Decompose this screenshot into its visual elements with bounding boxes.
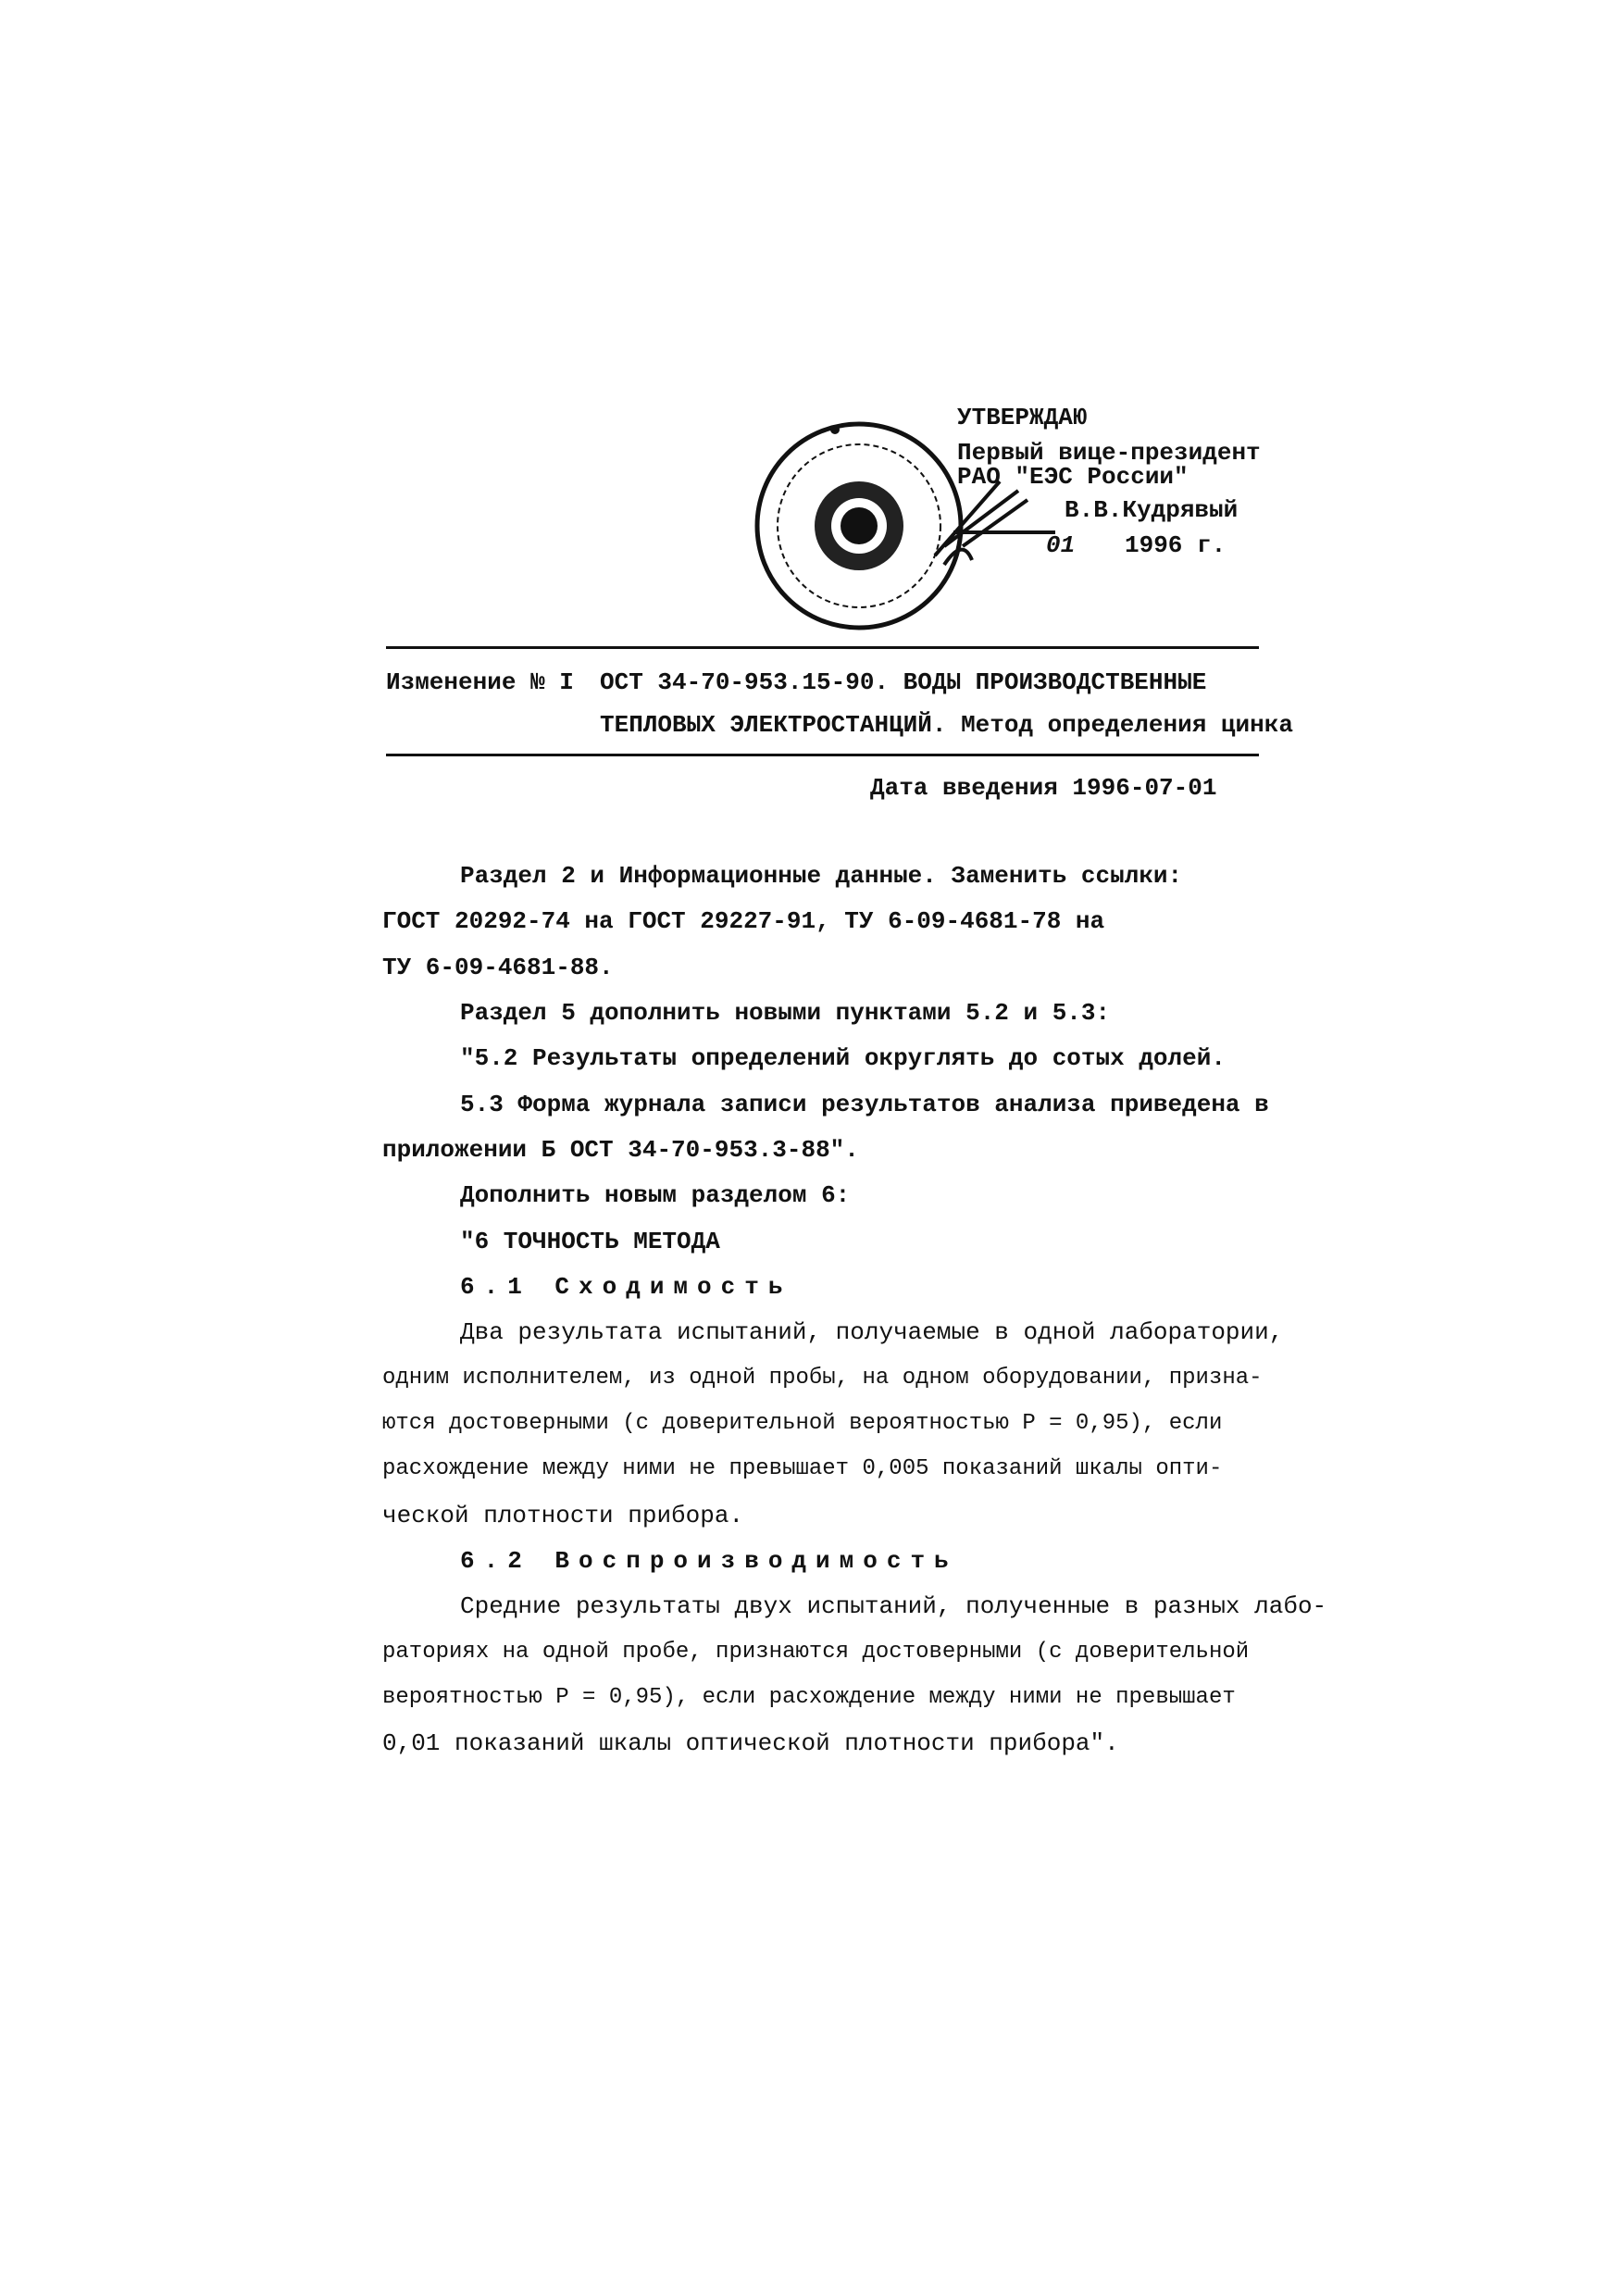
paragraph-line: Раздел 5 дополнить новыми пунктами 5.2 и 5.3: bbox=[460, 999, 1111, 1027]
approval-signer: В.В.Кудрявый bbox=[1065, 496, 1239, 524]
approval-organization: РАО "ЕЭС России" bbox=[957, 463, 1189, 491]
section-heading: "6 ТОЧНОСТЬ МЕТОДА bbox=[460, 1228, 720, 1255]
divider-bottom bbox=[386, 754, 1259, 756]
subsection-heading: 6.1 Сходимость bbox=[460, 1273, 792, 1301]
subsection-heading: 6.2 Воспроизводимость bbox=[460, 1547, 958, 1575]
document-title-line1: ОСТ 34-70-953.15-90. ВОДЫ ПРОИЗВОДСТВЕННЫЕ bbox=[600, 668, 1207, 696]
paragraph-line: Дополнить новым разделом 6: bbox=[460, 1181, 851, 1209]
paragraph-line: ГОСТ 20292-74 на ГОСТ 29227-91, ТУ 6-09-4681-78 на bbox=[382, 907, 1105, 935]
paragraph-line: ТУ 6-09-4681-88. bbox=[382, 954, 614, 981]
paragraph-line: 0,01 показаний шкалы оптической плотности прибора". bbox=[382, 1729, 1119, 1757]
approval-date-handwritten: 01 bbox=[1046, 531, 1076, 559]
paragraph-line: расхождение между ними не превышает 0,005 показаний шкалы опти- bbox=[382, 1456, 1223, 1481]
divider-top bbox=[386, 646, 1259, 649]
paragraph-line: 5.3 Форма журнала записи результатов анализа приведена в bbox=[460, 1091, 1269, 1118]
paragraph-line: Два результата испытаний, получаемые в одной лаборатории, bbox=[460, 1318, 1284, 1346]
paragraph-line: раториях на одной пробе, признаются достоверными (с доверительной bbox=[382, 1640, 1250, 1665]
paragraph-line: ческой плотности прибора. bbox=[382, 1502, 744, 1529]
paragraph-line: вероятностью P = 0,95), если расхождение между ними не превышает bbox=[382, 1685, 1236, 1710]
change-label: Изменение № I bbox=[386, 668, 574, 696]
paragraph-line: Средние результаты двух испытаний, полученные в разных лабо- bbox=[460, 1592, 1327, 1620]
paragraph-line: "5.2 Результаты определений округлять до сотых долей. bbox=[460, 1044, 1226, 1072]
document-title-line2: ТЕПЛОВЫХ ЭЛЕКТРОСТАНЦИЙ. Метод определения цинка bbox=[600, 711, 1293, 739]
paragraph-line: Раздел 2 и Информационные данные. Заменить ссылки: bbox=[460, 862, 1183, 890]
paragraph-line: одним исполнителем, из одной пробы, на одном оборудовании, призна- bbox=[382, 1366, 1263, 1391]
approval-position: Первый вице-президент bbox=[957, 439, 1261, 467]
approval-year: 1996 г. bbox=[1125, 531, 1227, 559]
approval-heading: УТВЕРЖДАЮ bbox=[957, 404, 1088, 431]
paragraph-line: приложении Б ОСТ 34-70-953.3-88". bbox=[382, 1136, 859, 1164]
paragraph-line: ются достоверными (с доверительной вероятностью P = 0,95), если bbox=[382, 1411, 1223, 1436]
effective-date: Дата введения 1996-07-01 bbox=[870, 774, 1217, 802]
